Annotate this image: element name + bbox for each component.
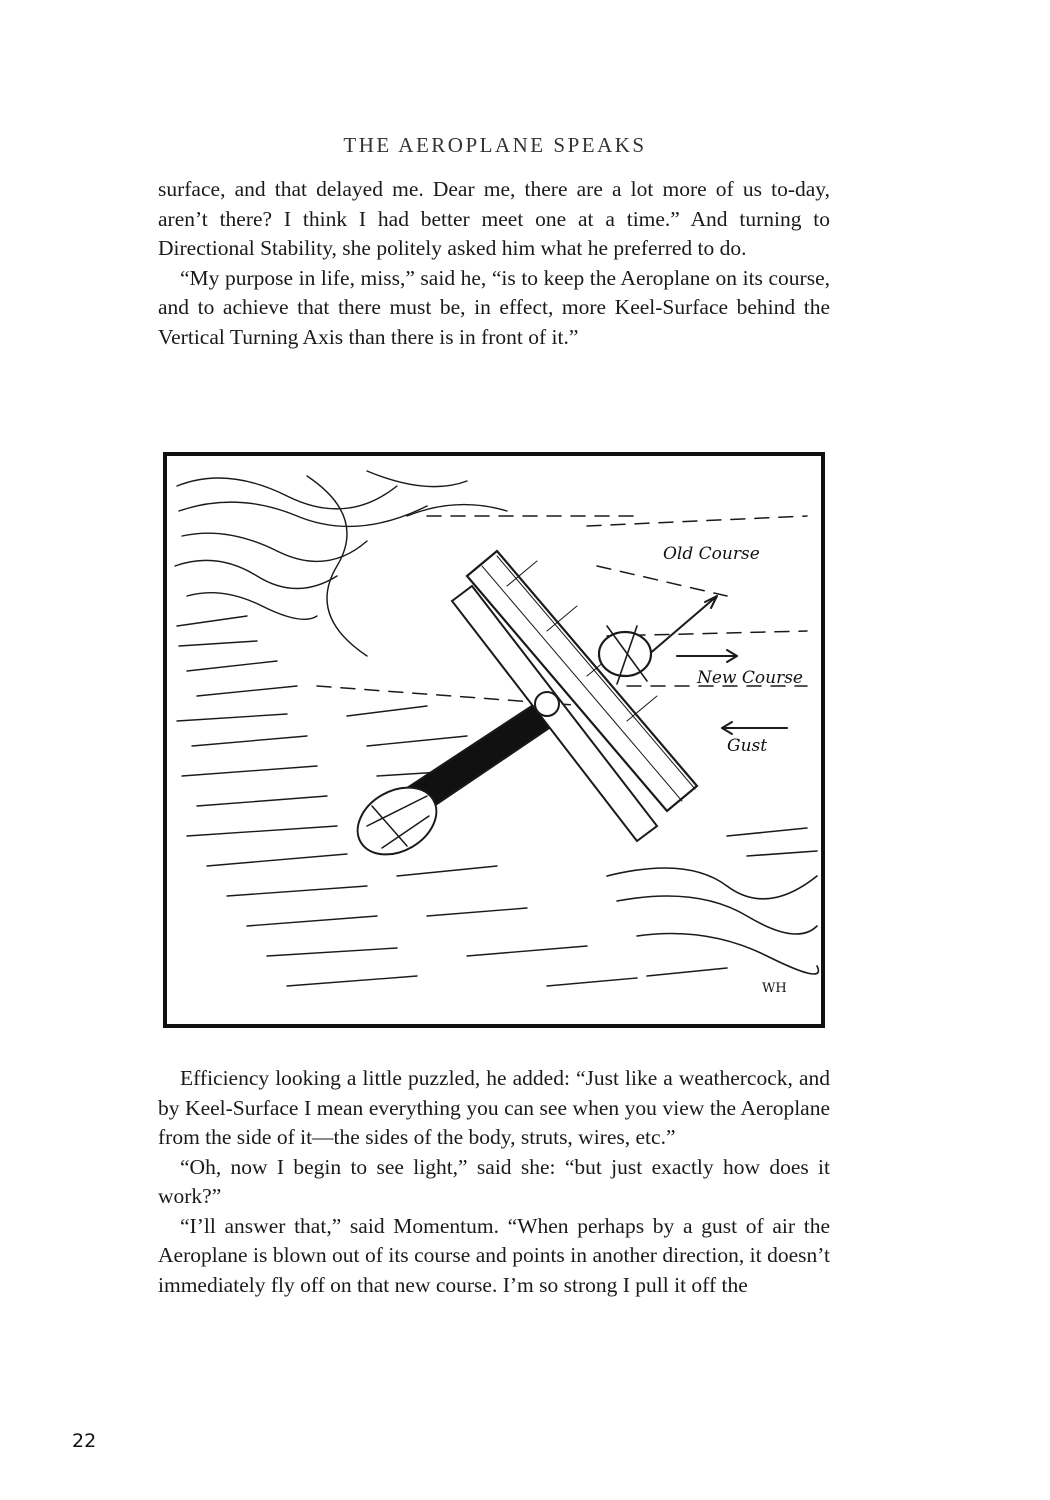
course-arrows <box>647 596 787 734</box>
aeroplane-illustration <box>163 452 825 1028</box>
artist-monogram: WH <box>762 981 787 996</box>
old-course-label: Old Course <box>663 544 760 564</box>
paragraph: “My purpose in life, miss,” said he, “is to keep the Aeroplane on its course, and to achieve that there must be, in effect, more Keel-Surface behind the Vertical Turning Axis than there is in front of it.” <box>158 265 830 349</box>
gust-label: Gust <box>727 736 768 756</box>
paragraph: Efficiency looking a little puzzled, he added: “Just like a weathercock, and by Keel-Surface I mean everything you can see when you view the Aeroplane from the side of it—the sides of the body, struts, wires, etc.” <box>158 1066 830 1149</box>
river-lines <box>607 828 818 976</box>
new-course-label: New Course <box>697 668 803 688</box>
paragraph: “I’ll answer that,” said Momentum. “When perhaps by a gust of air the Aeroplane is blown out of its course and points in another direction, it doesn’t immediately fly off on that new course. I’m so strong I pull it off the <box>158 1213 830 1297</box>
paragraph: surface, and that delayed me. Dear me, there are a lot more of us to-day, aren’t there? I think I had better meet one at a time.” And turning to Directional Stability, she politely asked him what he preferred to do. <box>158 177 830 260</box>
body-text-top <box>158 175 830 352</box>
illustration-drawing <box>167 456 821 1024</box>
body-text-bottom <box>158 1064 830 1300</box>
paragraph: “Oh, now I begin to see light,” said she: “but just exactly how does it work?” <box>158 1154 830 1208</box>
running-title: THE AEROPLANE SPEAKS <box>343 133 647 157</box>
page-number: 22 <box>72 1430 97 1452</box>
